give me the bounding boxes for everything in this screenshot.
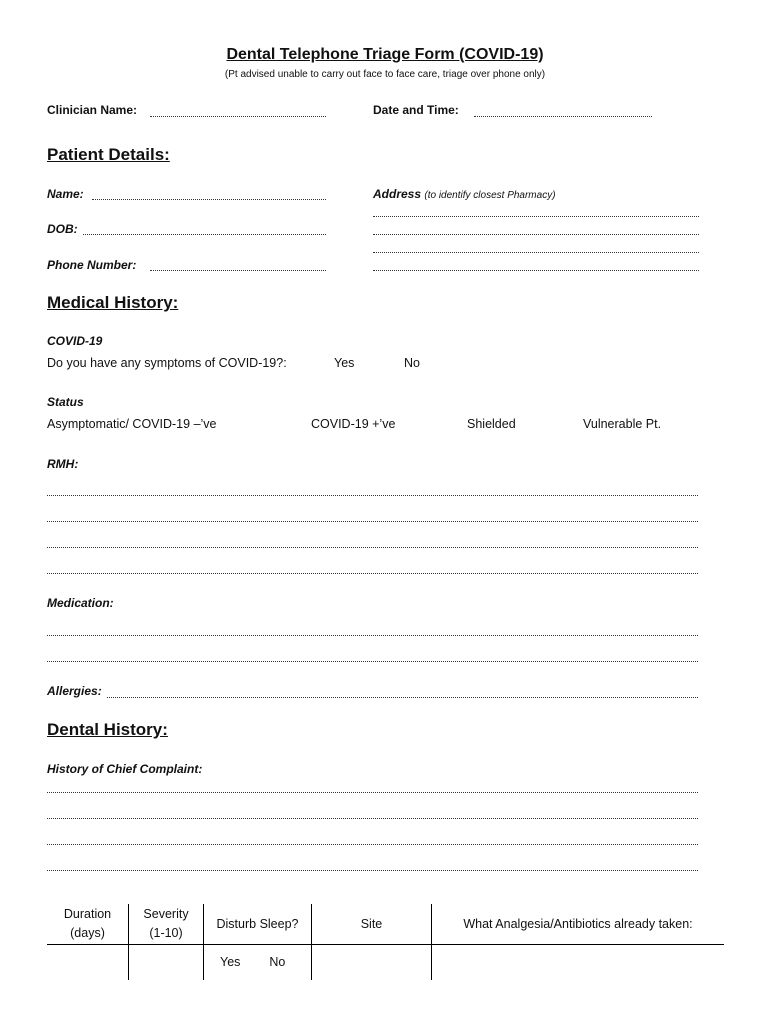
status-option-vulnerable[interactable]: Vulnerable Pt. [583,417,662,431]
address-note: (to identify closest Pharmacy) [424,190,556,201]
address-label-text: Address [373,187,422,201]
address-line-1[interactable] [373,216,699,217]
medication-line-2[interactable] [47,661,698,662]
address-line-3[interactable] [373,252,699,253]
severity-header-line2: (1-10) [149,925,183,940]
address-line-2[interactable] [373,234,699,235]
form-title: Dental Telephone Triage Form (COVID-19) [226,46,544,63]
rmh-line-3[interactable] [47,547,698,548]
medication-line-1[interactable] [47,635,698,636]
dental-history-heading: Dental History: [47,720,168,739]
date-time-field[interactable] [474,116,652,117]
dob-label: DOB: [47,222,78,236]
allergies-field[interactable] [107,697,698,698]
medication-label: Medication: [47,596,114,610]
rmh-label: RMH: [47,457,79,471]
address-line-4[interactable] [373,270,699,271]
complaint-line-2[interactable] [47,818,698,819]
status-option-shielded[interactable]: Shielded [467,417,516,431]
duration-header-line2: (days) [70,925,105,940]
site-header: Site [312,904,432,944]
covid-no-option[interactable]: No [404,356,420,370]
duration-header-line1: Duration [63,906,112,921]
analgesia-header: What Analgesia/Antibiotics already taken: [432,904,725,944]
allergies-label: Allergies: [47,684,102,698]
rmh-line-1[interactable] [47,495,698,496]
clinician-name-field[interactable] [150,116,326,117]
form-subtitle: (Pt advised unable to carry out face to face care, triage over phone only) [224,69,546,80]
rmh-line-2[interactable] [47,521,698,522]
status-option-asymptomatic[interactable]: Asymptomatic/ COVID-19 –’ve [47,417,217,431]
complaint-line-4[interactable] [47,870,698,871]
dob-field[interactable] [83,234,326,235]
duration-header [47,904,129,944]
medical-history-heading: Medical History: [47,293,179,312]
clinician-name-label: Clinician Name: [47,103,138,117]
sleep-no-option[interactable]: No [269,955,286,970]
patient-name-label: Name: [47,187,84,201]
analgesia-cell[interactable] [432,944,725,980]
patient-details-heading: Patient Details: [47,145,170,164]
phone-label: Phone Number: [47,258,137,272]
phone-field[interactable] [150,270,326,271]
severity-cell[interactable] [129,944,204,980]
patient-name-field[interactable] [92,199,326,200]
date-time-label: Date and Time: [373,103,459,117]
chief-complaint-label: History of Chief Complaint: [47,762,203,776]
severity-header-line1: Severity [143,906,189,921]
status-option-positive[interactable]: COVID-19 +’ve [311,417,396,431]
covid-yes-option[interactable]: Yes [334,356,355,370]
status-label: Status [47,395,84,409]
duration-cell[interactable] [47,944,129,980]
covid-question: Do you have any symptoms of COVID-19?: [47,356,287,370]
site-cell[interactable] [312,944,432,980]
complaint-line-3[interactable] [47,844,698,845]
disturb-sleep-header: Disturb Sleep? [204,904,312,944]
symptom-table [47,904,724,980]
sleep-yes-option[interactable]: Yes [220,955,241,970]
severity-header [129,904,204,944]
rmh-line-4[interactable] [47,573,698,574]
covid-label: COVID-19 [47,334,103,348]
address-label [373,187,556,201]
disturb-sleep-cell [204,944,312,980]
complaint-line-1[interactable] [47,792,698,793]
